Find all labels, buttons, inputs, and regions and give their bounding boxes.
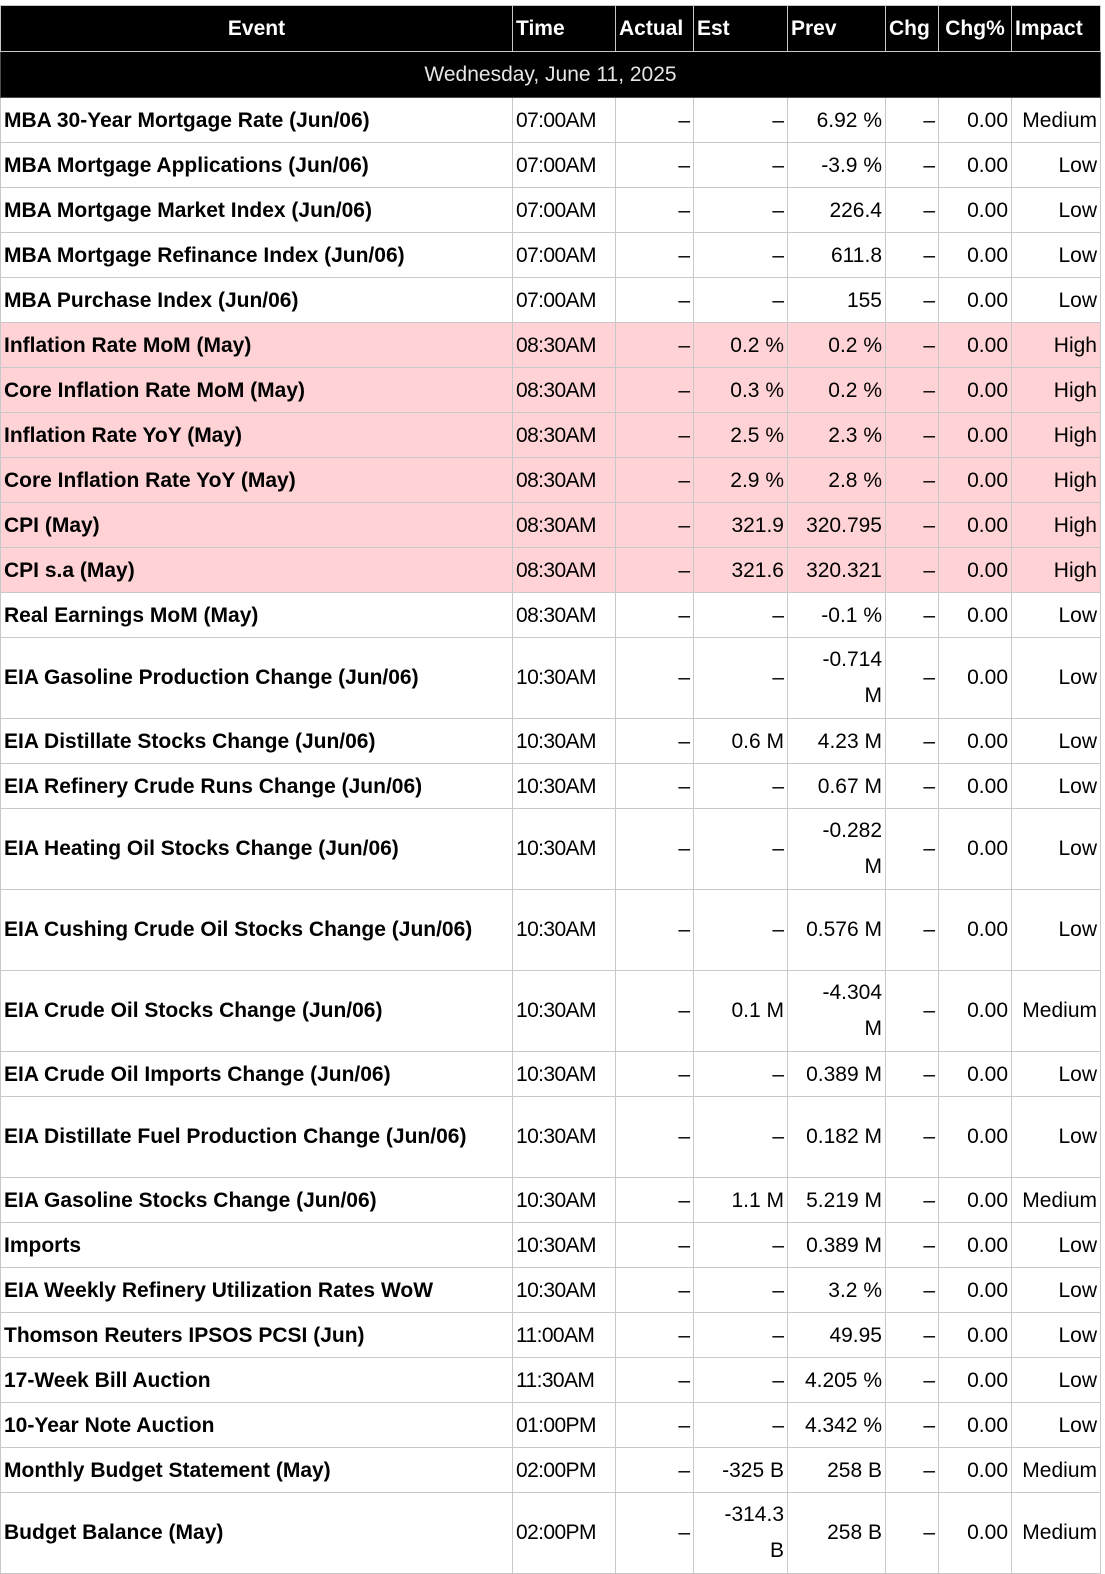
event-est: 2.9 % <box>694 458 788 503</box>
event-est: – <box>694 233 788 278</box>
event-name[interactable]: EIA Distillate Fuel Production Change (Jun/06) <box>1 1097 513 1178</box>
event-chg-pct: 0.00 <box>939 890 1012 971</box>
event-time: 08:30AM <box>513 413 616 458</box>
event-name[interactable]: EIA Gasoline Production Change (Jun/06) <box>1 638 513 719</box>
event-prev: 155 <box>788 278 886 323</box>
event-name[interactable]: EIA Heating Oil Stocks Change (Jun/06) <box>1 809 513 890</box>
event-chg: – <box>886 1268 939 1313</box>
event-name[interactable]: 10-Year Note Auction <box>1 1403 513 1448</box>
event-impact: Low <box>1012 1358 1101 1403</box>
event-time: 10:30AM <box>513 719 616 764</box>
event-actual: – <box>616 971 694 1052</box>
event-prev: 258 B <box>788 1493 886 1574</box>
event-prev: 3.2 % <box>788 1268 886 1313</box>
event-impact: Low <box>1012 890 1101 971</box>
event-time: 08:30AM <box>513 593 616 638</box>
event-prev: -0.1 % <box>788 593 886 638</box>
table-row[interactable] <box>1 143 1101 188</box>
table-row[interactable] <box>1 1493 1101 1574</box>
event-chg: – <box>886 233 939 278</box>
table-row[interactable] <box>1 1178 1101 1223</box>
event-chg: – <box>886 98 939 143</box>
event-actual: – <box>616 890 694 971</box>
event-chg: – <box>886 1403 939 1448</box>
event-name[interactable]: CPI (May) <box>1 503 513 548</box>
event-prev: 2.3 % <box>788 413 886 458</box>
event-time: 07:00AM <box>513 233 616 278</box>
event-impact: Low <box>1012 1403 1101 1448</box>
event-name[interactable]: Thomson Reuters IPSOS PCSI (Jun) <box>1 1313 513 1358</box>
event-chg-pct: 0.00 <box>939 1223 1012 1268</box>
event-est: 321.6 <box>694 548 788 593</box>
event-time: 10:30AM <box>513 890 616 971</box>
event-chg: – <box>886 188 939 233</box>
event-prev: 6.92 % <box>788 98 886 143</box>
event-time: 10:30AM <box>513 764 616 809</box>
event-name[interactable]: MBA Mortgage Applications (Jun/06) <box>1 143 513 188</box>
event-chg-pct: 0.00 <box>939 971 1012 1052</box>
table-row[interactable] <box>1 593 1101 638</box>
event-prev: 320.795 <box>788 503 886 548</box>
event-chg: – <box>886 890 939 971</box>
event-chg: – <box>886 1493 939 1574</box>
event-time: 10:30AM <box>513 971 616 1052</box>
table-row[interactable] <box>1 278 1101 323</box>
event-impact: Low <box>1012 1223 1101 1268</box>
event-chg-pct: 0.00 <box>939 1268 1012 1313</box>
table-row[interactable] <box>1 1097 1101 1178</box>
header-chg[interactable]: Chg <box>886 6 939 52</box>
event-chg-pct: 0.00 <box>939 1358 1012 1403</box>
event-name[interactable]: MBA 30-Year Mortgage Rate (Jun/06) <box>1 98 513 143</box>
event-est: – <box>694 1358 788 1403</box>
table-row[interactable] <box>1 1313 1101 1358</box>
event-chg-pct: 0.00 <box>939 188 1012 233</box>
event-actual: – <box>616 143 694 188</box>
table-row[interactable] <box>1 98 1101 143</box>
event-actual: – <box>616 1313 694 1358</box>
event-chg-pct: 0.00 <box>939 458 1012 503</box>
event-impact: Low <box>1012 1052 1101 1097</box>
event-chg-pct: 0.00 <box>939 764 1012 809</box>
event-chg: – <box>886 458 939 503</box>
event-actual: – <box>616 1448 694 1493</box>
event-name[interactable]: Core Inflation Rate MoM (May) <box>1 368 513 413</box>
table-row[interactable] <box>1 1268 1101 1313</box>
event-impact: Low <box>1012 188 1101 233</box>
event-prev: 49.95 <box>788 1313 886 1358</box>
event-impact: High <box>1012 503 1101 548</box>
event-chg: – <box>886 764 939 809</box>
event-impact: Low <box>1012 809 1101 890</box>
event-prev: 0.389 M <box>788 1052 886 1097</box>
event-actual: – <box>616 458 694 503</box>
table-row[interactable] <box>1 413 1101 458</box>
table-row[interactable] <box>1 323 1101 368</box>
event-time: 07:00AM <box>513 143 616 188</box>
event-name[interactable]: Inflation Rate MoM (May) <box>1 323 513 368</box>
event-time: 08:30AM <box>513 503 616 548</box>
event-chg-pct: 0.00 <box>939 1097 1012 1178</box>
event-time: 02:00PM <box>513 1448 616 1493</box>
date-group-row <box>1 52 1101 98</box>
event-est: – <box>694 98 788 143</box>
event-est: 321.9 <box>694 503 788 548</box>
event-chg-pct: 0.00 <box>939 1178 1012 1223</box>
table-row[interactable] <box>1 638 1101 719</box>
event-prev: 611.8 <box>788 233 886 278</box>
event-est: 2.5 % <box>694 413 788 458</box>
event-prev: 2.8 % <box>788 458 886 503</box>
table-row[interactable] <box>1 188 1101 233</box>
event-actual: – <box>616 323 694 368</box>
event-time: 10:30AM <box>513 638 616 719</box>
event-chg-pct: 0.00 <box>939 809 1012 890</box>
event-chg-pct: 0.00 <box>939 593 1012 638</box>
event-impact: Low <box>1012 1313 1101 1358</box>
table-row[interactable] <box>1 890 1101 971</box>
event-chg-pct: 0.00 <box>939 323 1012 368</box>
event-actual: – <box>616 1178 694 1223</box>
header-impact[interactable]: Impact <box>1012 6 1101 52</box>
event-chg-pct: 0.00 <box>939 638 1012 719</box>
event-chg: – <box>886 1178 939 1223</box>
event-time: 10:30AM <box>513 809 616 890</box>
event-impact: Low <box>1012 233 1101 278</box>
event-prev: 5.219 M <box>788 1178 886 1223</box>
event-name[interactable]: EIA Weekly Refinery Utilization Rates WoW <box>1 1268 513 1313</box>
event-impact: High <box>1012 368 1101 413</box>
event-chg-pct: 0.00 <box>939 503 1012 548</box>
table-row[interactable] <box>1 368 1101 413</box>
table-row[interactable] <box>1 233 1101 278</box>
event-time: 08:30AM <box>513 368 616 413</box>
event-actual: – <box>616 719 694 764</box>
event-chg: – <box>886 719 939 764</box>
event-impact: Medium <box>1012 1448 1101 1493</box>
event-name[interactable]: Real Earnings MoM (May) <box>1 593 513 638</box>
event-actual: – <box>616 368 694 413</box>
event-time: 10:30AM <box>513 1268 616 1313</box>
event-time: 10:30AM <box>513 1097 616 1178</box>
event-impact: Low <box>1012 719 1101 764</box>
event-time: 11:00AM <box>513 1313 616 1358</box>
event-name[interactable]: Core Inflation Rate YoY (May) <box>1 458 513 503</box>
event-impact: Low <box>1012 638 1101 719</box>
event-chg-pct: 0.00 <box>939 548 1012 593</box>
event-chg: – <box>886 1313 939 1358</box>
event-est: 0.3 % <box>694 368 788 413</box>
event-impact: High <box>1012 413 1101 458</box>
event-prev: 4.23 M <box>788 719 886 764</box>
event-est: – <box>694 278 788 323</box>
event-est: – <box>694 1268 788 1313</box>
table-row[interactable] <box>1 971 1101 1052</box>
event-name[interactable]: 17-Week Bill Auction <box>1 1358 513 1403</box>
header-prev[interactable]: Prev <box>788 6 886 52</box>
event-prev: 0.2 % <box>788 323 886 368</box>
event-actual: – <box>616 1097 694 1178</box>
event-actual: – <box>616 188 694 233</box>
event-chg: – <box>886 548 939 593</box>
event-chg: – <box>886 1052 939 1097</box>
event-impact: Low <box>1012 278 1101 323</box>
event-chg: – <box>886 503 939 548</box>
event-prev: 320.321 <box>788 548 886 593</box>
event-prev: 0.67 M <box>788 764 886 809</box>
table-row[interactable] <box>1 503 1101 548</box>
table-row[interactable] <box>1 1223 1101 1268</box>
event-impact: Low <box>1012 143 1101 188</box>
event-impact: Medium <box>1012 1493 1101 1574</box>
event-time: 11:30AM <box>513 1358 616 1403</box>
table-row[interactable] <box>1 458 1101 503</box>
event-impact: High <box>1012 323 1101 368</box>
header-est[interactable]: Est <box>694 6 788 52</box>
event-chg-pct: 0.00 <box>939 1448 1012 1493</box>
event-est: – <box>694 593 788 638</box>
event-actual: – <box>616 809 694 890</box>
event-impact: Medium <box>1012 971 1101 1052</box>
event-chg-pct: 0.00 <box>939 368 1012 413</box>
event-chg-pct: 0.00 <box>939 1313 1012 1358</box>
event-time: 08:30AM <box>513 323 616 368</box>
event-est: – <box>694 1313 788 1358</box>
event-actual: – <box>616 764 694 809</box>
event-est: – <box>694 764 788 809</box>
event-prev: 4.342 % <box>788 1403 886 1448</box>
event-chg-pct: 0.00 <box>939 719 1012 764</box>
event-chg-pct: 0.00 <box>939 278 1012 323</box>
event-est: – <box>694 890 788 971</box>
event-impact: Low <box>1012 1268 1101 1313</box>
event-est: 0.2 % <box>694 323 788 368</box>
event-time: 08:30AM <box>513 458 616 503</box>
event-chg-pct: 0.00 <box>939 233 1012 278</box>
table-row[interactable] <box>1 764 1101 809</box>
event-name[interactable]: Monthly Budget Statement (May) <box>1 1448 513 1493</box>
event-impact: Medium <box>1012 98 1101 143</box>
event-chg: – <box>886 1358 939 1403</box>
event-prev: 4.205 % <box>788 1358 886 1403</box>
event-name[interactable]: EIA Refinery Crude Runs Change (Jun/06) <box>1 764 513 809</box>
event-time: 07:00AM <box>513 98 616 143</box>
event-est: -325 B <box>694 1448 788 1493</box>
event-name[interactable]: EIA Cushing Crude Oil Stocks Change (Jun/06) <box>1 890 513 971</box>
event-est: – <box>694 638 788 719</box>
event-prev: 0.182 M <box>788 1097 886 1178</box>
event-chg-pct: 0.00 <box>939 1403 1012 1448</box>
header-actual[interactable]: Actual <box>616 6 694 52</box>
event-actual: – <box>616 1358 694 1403</box>
event-chg: – <box>886 809 939 890</box>
event-prev: -0.282 M <box>788 809 886 890</box>
table-header-row <box>1 6 1101 52</box>
table-row[interactable] <box>1 1358 1101 1403</box>
event-time: 01:00PM <box>513 1403 616 1448</box>
event-est: -314.3 B <box>694 1493 788 1574</box>
event-actual: – <box>616 1403 694 1448</box>
event-actual: – <box>616 233 694 278</box>
event-chg: – <box>886 278 939 323</box>
event-est: 0.1 M <box>694 971 788 1052</box>
event-name[interactable]: EIA Crude Oil Stocks Change (Jun/06) <box>1 971 513 1052</box>
event-est: – <box>694 1097 788 1178</box>
event-impact: High <box>1012 458 1101 503</box>
event-time: 10:30AM <box>513 1178 616 1223</box>
event-name[interactable]: CPI s.a (May) <box>1 548 513 593</box>
event-actual: – <box>616 593 694 638</box>
event-actual: – <box>616 413 694 458</box>
event-name[interactable]: EIA Crude Oil Imports Change (Jun/06) <box>1 1052 513 1097</box>
event-est: – <box>694 1223 788 1268</box>
event-chg: – <box>886 1097 939 1178</box>
event-prev: 0.2 % <box>788 368 886 413</box>
event-est: 0.6 M <box>694 719 788 764</box>
table-row[interactable] <box>1 719 1101 764</box>
event-chg: – <box>886 1448 939 1493</box>
event-name[interactable]: Inflation Rate YoY (May) <box>1 413 513 458</box>
event-actual: – <box>616 503 694 548</box>
event-chg-pct: 0.00 <box>939 1052 1012 1097</box>
event-prev: -3.9 % <box>788 143 886 188</box>
header-time[interactable]: Time <box>513 6 616 52</box>
event-chg: – <box>886 368 939 413</box>
event-impact: Low <box>1012 764 1101 809</box>
event-actual: – <box>616 278 694 323</box>
event-time: 10:30AM <box>513 1223 616 1268</box>
event-est: – <box>694 143 788 188</box>
event-actual: – <box>616 638 694 719</box>
event-actual: – <box>616 548 694 593</box>
event-actual: – <box>616 1268 694 1313</box>
table-row[interactable] <box>1 1052 1101 1097</box>
event-actual: – <box>616 1223 694 1268</box>
event-time: 02:00PM <box>513 1493 616 1574</box>
event-est: – <box>694 809 788 890</box>
event-est: – <box>694 1052 788 1097</box>
event-prev: -4.304 M <box>788 971 886 1052</box>
event-impact: Medium <box>1012 1178 1101 1223</box>
event-prev: -0.714 M <box>788 638 886 719</box>
event-est: – <box>694 1403 788 1448</box>
event-prev: 0.576 M <box>788 890 886 971</box>
event-prev: 226.4 <box>788 188 886 233</box>
event-name[interactable]: MBA Mortgage Market Index (Jun/06) <box>1 188 513 233</box>
table-row[interactable] <box>1 809 1101 890</box>
event-chg-pct: 0.00 <box>939 1493 1012 1574</box>
event-prev: 258 B <box>788 1448 886 1493</box>
event-time: 10:30AM <box>513 1052 616 1097</box>
event-actual: – <box>616 1493 694 1574</box>
table-row[interactable] <box>1 1403 1101 1448</box>
event-time: 07:00AM <box>513 278 616 323</box>
event-chg: – <box>886 143 939 188</box>
economic-calendar-table <box>0 5 1101 1574</box>
event-prev: 0.389 M <box>788 1223 886 1268</box>
event-name[interactable]: Imports <box>1 1223 513 1268</box>
event-chg: – <box>886 1223 939 1268</box>
event-chg-pct: 0.00 <box>939 413 1012 458</box>
event-chg: – <box>886 593 939 638</box>
event-impact: High <box>1012 548 1101 593</box>
event-chg: – <box>886 971 939 1052</box>
event-name[interactable]: MBA Mortgage Refinance Index (Jun/06) <box>1 233 513 278</box>
header-chg-pct[interactable]: Chg% <box>939 6 1012 52</box>
event-name[interactable]: EIA Distillate Stocks Change (Jun/06) <box>1 719 513 764</box>
event-name[interactable]: MBA Purchase Index (Jun/06) <box>1 278 513 323</box>
event-actual: – <box>616 98 694 143</box>
date-label: Wednesday, June 11, 2025 <box>1 52 1101 98</box>
event-chg-pct: 0.00 <box>939 143 1012 188</box>
event-chg-pct: 0.00 <box>939 98 1012 143</box>
event-chg: – <box>886 638 939 719</box>
event-chg: – <box>886 413 939 458</box>
event-est: – <box>694 188 788 233</box>
event-time: 08:30AM <box>513 548 616 593</box>
header-event[interactable]: Event <box>1 6 513 52</box>
event-est: 1.1 M <box>694 1178 788 1223</box>
table-row[interactable] <box>1 548 1101 593</box>
event-name[interactable]: Budget Balance (May) <box>1 1493 513 1574</box>
event-name[interactable]: EIA Gasoline Stocks Change (Jun/06) <box>1 1178 513 1223</box>
event-chg: – <box>886 323 939 368</box>
event-time: 07:00AM <box>513 188 616 233</box>
event-impact: Low <box>1012 1097 1101 1178</box>
event-actual: – <box>616 1052 694 1097</box>
event-impact: Low <box>1012 593 1101 638</box>
table-row[interactable] <box>1 1448 1101 1493</box>
